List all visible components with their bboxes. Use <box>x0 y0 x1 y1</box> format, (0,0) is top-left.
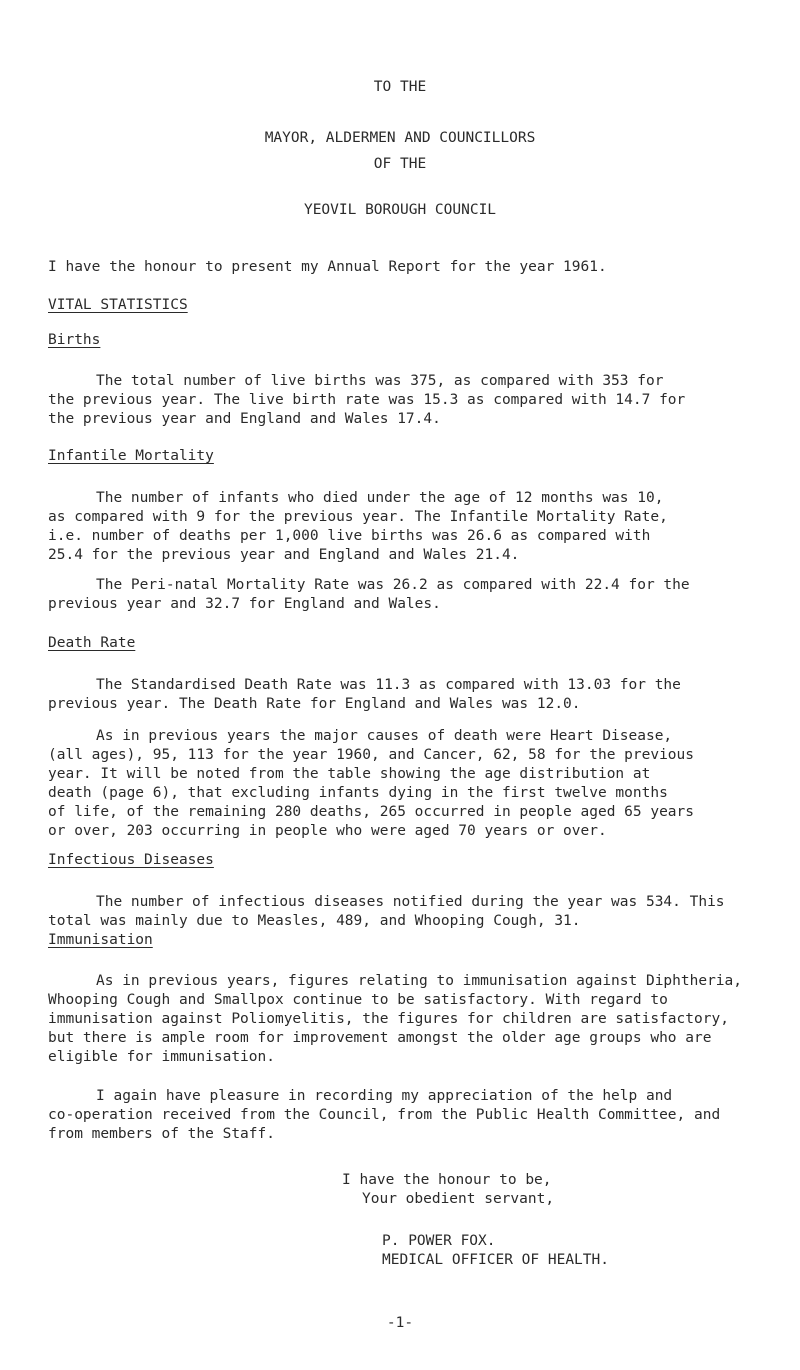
intro-text: I have the honour to present my Annual Report for the year 1961. <box>48 259 607 275</box>
page-number: -1- <box>386 1315 414 1331</box>
death-rate-text-1: The Standardised Death Rate was 11.3 as compared with 13.03 for the previous year. The Death Rate for England and Wales was 12.0. <box>48 677 681 712</box>
births-heading: Births <box>48 332 101 348</box>
signoff-line-1: I have the honour to be, <box>342 1172 552 1188</box>
address-line-3: YEOVIL BOROUGH COUNCIL <box>303 202 497 218</box>
immunisation-heading: Immunisation <box>48 932 153 948</box>
address-line-2: OF THE <box>373 156 427 172</box>
signoff-line-2: Your obedient servant, <box>362 1191 555 1207</box>
vital-statistics-heading: VITAL STATISTICS <box>48 297 188 313</box>
address-line-1: MAYOR, ALDERMEN AND COUNCILLORS <box>264 130 536 146</box>
infectious-diseases-heading: Infectious Diseases <box>48 852 214 868</box>
births-text: The total number of live births was 375, as compared with 353 for the previous year. The live birth rate was 15.3 as compared with 14.7 for the previous year and England and Wales 17.4. <box>48 373 686 427</box>
signatory-name: P. POWER FOX. <box>382 1233 496 1249</box>
immunisation-text: As in previous years, figures relating to immunisation against Diphtheria, Whooping Cough and Smallpox continue to be satisfactory. With regard to immunisation against Poliomyelitis, the figures for children are satisfactory, but there is ample room for improvement amongst the older age groups who are eligible for immunisation. <box>48 973 743 1065</box>
signatory-title: MEDICAL OFFICER OF HEALTH. <box>382 1252 609 1268</box>
closing-text: I again have pleasure in recording my appreciation of the help and co-operation received from the Council, from the Public Health Committee, and from members of the Staff. <box>48 1088 721 1142</box>
death-rate-text-2: As in previous years the major causes of death were Heart Disease, (all ages), 95, 113 for the year 1960, and Cancer, 62, 58 for the previous year. It will be noted from the table showing the age distribution at death (page 6), that excluding infants dying in the first twelve months of life, of the remaining 280 deaths, 265 occurred in people aged 65 years or over, 203 occurring in people who were aged 70 years or over. <box>48 728 695 839</box>
infantile-mortality-text-1: The number of infants who died under the age of 12 months was 10, as compared with 9 for the previous year. The Infantile Mortality Rate, i.e. number of deaths per 1,000 live births was 26.6 as compared with 25.4 for the previous year and England and Wales 21.4. <box>48 490 668 563</box>
infantile-mortality-text-2: The Peri-natal Mortality Rate was 26.2 as compared with 22.4 for the previous year and 32.7 for England and Wales. <box>48 577 690 612</box>
address-to: TO THE <box>373 79 427 95</box>
infantile-mortality-heading: Infantile Mortality <box>48 448 214 464</box>
infectious-diseases-text: The number of infectious diseases notified during the year was 534. This total was mainly due to Measles, 489, and Whooping Cough, 31. <box>48 894 725 929</box>
death-rate-heading: Death Rate <box>48 635 136 651</box>
